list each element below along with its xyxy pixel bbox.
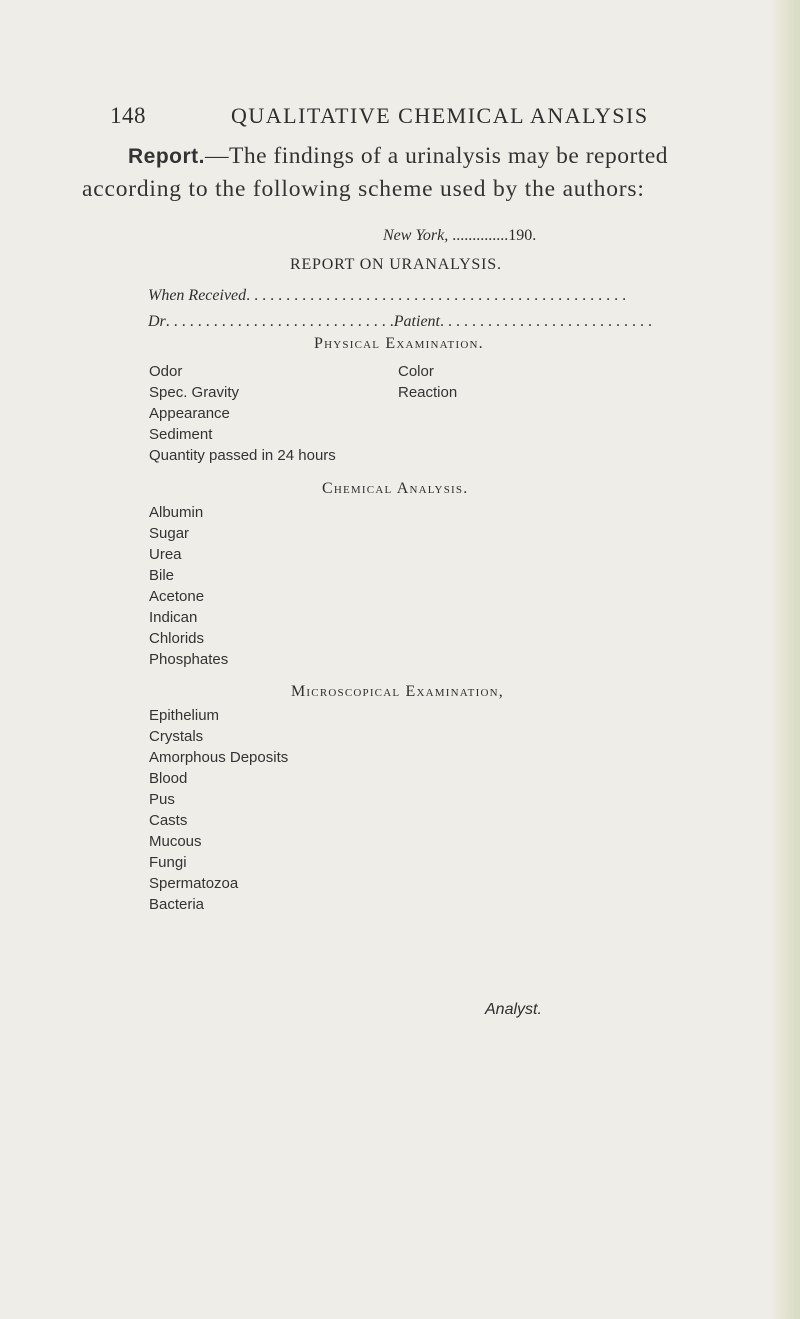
chemical-item-chlorids: Chlorids bbox=[149, 630, 205, 647]
form-title: REPORT ON URANALYSIS. bbox=[290, 256, 502, 273]
form-dateline bbox=[383, 227, 536, 245]
chemical-item-phosphates: Phosphates bbox=[149, 651, 229, 668]
physical-item-appearance: Appearance bbox=[149, 405, 230, 422]
chemical-item-bile: Bile bbox=[149, 567, 175, 584]
microscopical-examination-heading: Microscopical Examination, bbox=[291, 683, 504, 700]
analyst-signature-label: Analyst. bbox=[485, 1001, 542, 1018]
micro-item-fungi: Fungi bbox=[149, 854, 187, 871]
form-year: 190. bbox=[508, 227, 537, 244]
micro-item-mucous: Mucous bbox=[149, 833, 202, 850]
form-city: New York, bbox=[383, 227, 449, 244]
intro-line-2: according to the following scheme used by the authors: bbox=[82, 176, 645, 202]
doctor-label: Dr bbox=[148, 313, 166, 330]
patient-dots: . . . . . . . . . . . . . . . . . . . . . . . . . . . bbox=[440, 313, 652, 330]
doctor-patient-line bbox=[148, 313, 668, 331]
intro-lead: Report. bbox=[128, 145, 205, 168]
patient-label: Patient bbox=[393, 313, 440, 330]
micro-item-bacteria: Bacteria bbox=[149, 896, 205, 913]
when-received-label: When Received bbox=[148, 287, 247, 304]
physical-item-reaction: Reaction bbox=[398, 384, 458, 401]
running-title: QUALITATIVE CHEMICAL ANALYSIS bbox=[231, 103, 649, 128]
micro-item-blood: Blood bbox=[149, 770, 188, 787]
micro-item-spermatozoa: Spermatozoa bbox=[149, 875, 239, 892]
chemical-analysis-heading: Chemical Analysis. bbox=[322, 480, 469, 497]
micro-item-amorphous-deposits: Amorphous Deposits bbox=[149, 749, 289, 766]
micro-item-pus: Pus bbox=[149, 791, 175, 808]
intro-line-1-text: —The findings of a urinalysis may be reported bbox=[205, 143, 669, 169]
chemical-item-albumin: Albumin bbox=[149, 504, 204, 521]
micro-item-casts: Casts bbox=[149, 812, 188, 829]
doctor-dots: . . . . . . . . . . . . . . . . . . . . . . . . . . . . . bbox=[165, 313, 394, 330]
chemical-item-acetone: Acetone bbox=[149, 588, 205, 605]
chemical-item-sugar: Sugar bbox=[149, 525, 190, 542]
physical-item-spec-gravity: Spec. Gravity bbox=[149, 384, 240, 401]
when-received-line bbox=[148, 287, 668, 305]
micro-item-crystals: Crystals bbox=[149, 728, 204, 745]
physical-item-quantity: Quantity passed in 24 hours bbox=[149, 447, 336, 464]
chemical-item-indican: Indican bbox=[149, 609, 198, 626]
physical-item-odor: Odor bbox=[149, 363, 183, 380]
when-received-dots: . . . . . . . . . . . . . . . . . . . . . . . . . . . . . . . . . . . . . . . . . . . . . . . . bbox=[246, 287, 627, 304]
page-number: 148 bbox=[110, 103, 146, 128]
chemical-item-urea: Urea bbox=[149, 546, 182, 563]
micro-item-epithelium: Epithelium bbox=[149, 707, 220, 724]
form-date-dots: .............. bbox=[448, 227, 509, 244]
physical-item-color: Color bbox=[398, 363, 434, 380]
physical-item-sediment: Sediment bbox=[149, 426, 213, 443]
physical-examination-heading: Physical Examination. bbox=[314, 335, 484, 352]
page-edge-shadow bbox=[770, 0, 800, 1319]
intro-line-1 bbox=[128, 143, 668, 170]
